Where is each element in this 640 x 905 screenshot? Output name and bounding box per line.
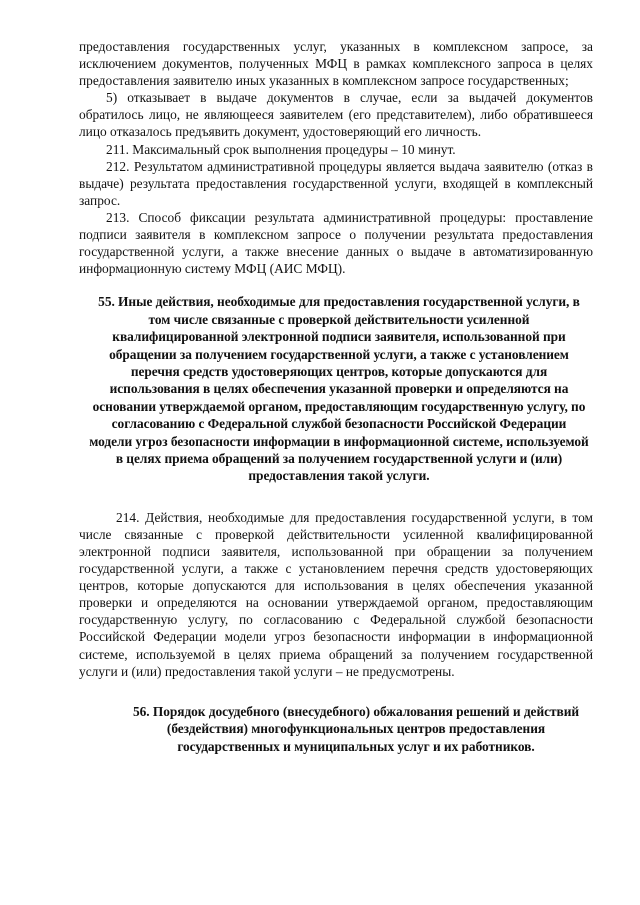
paragraph-item-5: 5) отказывает в выдаче документов в случае, если за выдачей документов обратилось лицо, не являющееся заявителем (его представителем), либо обратившееся лицо отказалось предъявить документ, удостоверяющий его личность.: [79, 90, 593, 140]
section-heading-56: 56. Порядок досудебного (внесудебного) обжалования решений и действий (бездействия) многофункциональных центров предоставления государственных и муниципальных услуг и их работников.: [132, 703, 580, 754]
section-heading-55: 55. Иные действия, необходимые для предоставления государственной услуги, в том числе связанные с проверкой действительности усиленной квалифицированной электронной подписи заявителя, использованной при обращении за получением государственной услуги, а также с установлением перечня средств удостоверяющих центров, которые допускаются для использования в целях обеспечения указанной проверки и определяются на основании утверждаемой органом, предоставляющим государственную услугу, по согласованию с Федеральной службой безопасности Российской Федерации модели угроз безопасности информации в информационной системе, используемой в целях приема обращений за получением государственной услуги и (или) предоставления такой услуги.: [89, 294, 589, 484]
paragraph-214: 214. Действия, необходимые для предоставления государственной услуги, в том числе связанные с проверкой действительности усиленной квалифицированной электронной подписи заявителя, использованной при обращении за получением государственной услуги, а также с установлением перечня средств удостоверяющих центров, которые допускаются для использования в целях обеспечения указанной проверки и определяются на основании утверждаемой органом, предоставляющим государственную услугу, по согласованию с Федеральной службой безопасности Российской Федерации модели угроз безопасности информации в информационной системе, используемой в целях приема обращений за получением государственной услуги и (или) предоставления такой услуги – не предусмотрены.: [79, 509, 593, 679]
paragraph-212: 212. Результатом административной процедуры является выдача заявителю (отказ в выдаче) результата предоставления государственной услуги, входящей в комплексный запрос.: [79, 158, 593, 208]
paragraph-213: 213. Способ фиксации результата административной процедуры: проставление подписи заявителя в комплексном запросе о получении результата предоставления государственной услуги, а также внесение данных о выдаче в автоматизированную информационную систему МФЦ (АИС МФЦ).: [79, 209, 593, 277]
paragraph-continuation: предоставления государственных услуг, указанных в комплексном запросе, за исключением документов, полученных МФЦ в рамках комплексного запроса в целях предоставления заявителю иных указанных в комплексном запросе государственных;: [79, 39, 593, 89]
paragraph-211: 211. Максимальный срок выполнения процедуры – 10 минут.: [106, 141, 456, 157]
